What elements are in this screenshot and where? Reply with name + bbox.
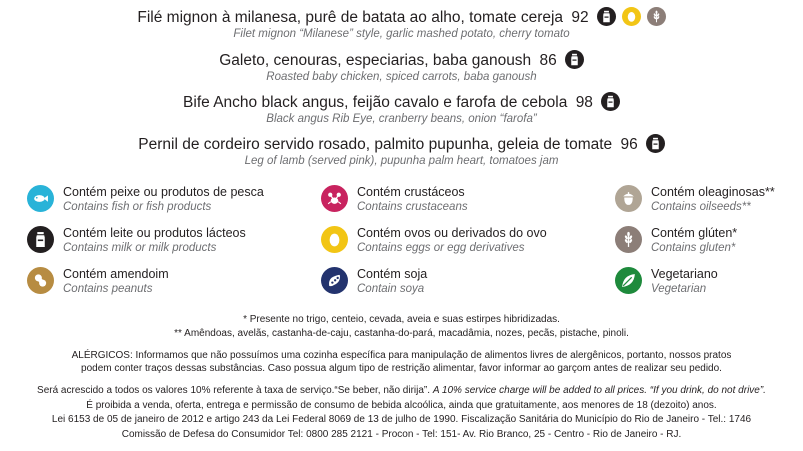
legal-line2: Lei 6153 de 05 de janeiro de 2012 e artigo 243 da Lei Federal 8069 de 13 de julho de 1990. Fiscalização Sanitária do Município do Rio de Janeiro - Tel.: 1746	[51, 414, 752, 425]
legend-label: Contém ovos ou derivados do ovo	[357, 226, 547, 240]
vegetarian-icon	[615, 267, 642, 294]
legend-crustacean	[321, 185, 468, 215]
crustacean-icon	[321, 185, 348, 212]
dish-price: 86	[539, 52, 557, 69]
legend-translation: Contains crustaceans	[357, 201, 468, 213]
legend-label: Contém glúten*	[651, 226, 738, 240]
gluten-footnote: * Presente no trigo, centeio, cevada, aveia e suas estirpes hibridizadas.	[243, 314, 560, 325]
menu-item	[0, 135, 803, 168]
menu-item	[0, 93, 803, 126]
service-en: A 10% service charge will be added to all prices.	[432, 385, 648, 396]
egg-icon	[622, 7, 641, 26]
allergens-notice-line2: podem conter traços dessas substâncias. Caso possua algum tipo de restrição alimentar, favor informar ao garçom antes de realizar seu pedido.	[81, 363, 722, 374]
legal-line3: Comissão de Defesa do Consumidor Tel: 0800 285 2121 - Procon - Tel: 151- Av. Rio Branco, 25 - Centro - Rio de Janeiro - RJ.	[121, 429, 682, 440]
legend-translation: Vegetarian	[651, 283, 707, 295]
dish-price: 98	[575, 94, 593, 111]
legend-egg	[321, 226, 547, 256]
soy-icon	[321, 267, 348, 294]
milk-icon	[27, 226, 54, 253]
gluten-icon	[647, 7, 666, 26]
menu-item	[0, 51, 803, 84]
legend-translation: Contains oilseeds**	[651, 201, 751, 213]
legend-translation: Contains milk or milk products	[63, 242, 217, 254]
service-pt-quote: “Se beber, não dirija”.	[334, 385, 431, 396]
gluten-icon	[615, 226, 642, 253]
dish-name: Galeto, cenouras, especiarias, baba ganoush	[219, 52, 532, 69]
legend-translation: Contains eggs or egg derivatives	[357, 242, 525, 254]
egg-icon	[321, 226, 348, 253]
milk-icon	[597, 7, 616, 26]
dish-translation: Filet mignon “Milanese” style, garlic mashed potato, cherry tomato	[233, 28, 570, 41]
legend-soy	[321, 267, 427, 297]
service-pt: Será acrescido a todos os valores 10% referente à taxa de serviço.	[37, 385, 335, 396]
dish-translation: Leg of lamb (served pink), pupunha palm heart, tomatoes jam	[244, 155, 559, 168]
service-en-quote: “If you drink, do not drive”.	[649, 385, 766, 396]
legend-translation: Contains gluten*	[651, 242, 736, 254]
legend-fish	[27, 185, 264, 215]
menu-item	[0, 8, 803, 41]
legend-milk	[27, 226, 246, 256]
dish-translation: Roasted baby chicken, spiced carrots, baba ganoush	[266, 71, 537, 84]
legend-label: Contém peixe ou produtos de pesca	[63, 185, 264, 199]
legend-label: Contém crustáceos	[357, 185, 465, 199]
dish-price: 96	[620, 136, 638, 153]
dish-name: Pernil de cordeiro servido rosado, palmito pupunha, geleia de tomate	[138, 136, 613, 153]
dish-translation: Black angus Rib Eye, cranberry beans, onion “farofa”	[266, 113, 537, 126]
legend-oilseed	[615, 185, 775, 215]
allergen-badges	[646, 134, 665, 153]
fish-icon	[27, 185, 54, 212]
peanut-icon	[27, 267, 54, 294]
milk-icon	[601, 92, 620, 111]
legend-label: Contém soja	[357, 267, 428, 281]
legal-line1: É proibida a venda, oferta, entrega e permissão de consumo de bebida alcoólica, ainda que gratuitamente, aos menores de 18 (dezoito) anos.	[86, 400, 717, 411]
service-charge-notice	[0, 384, 803, 397]
milk-icon	[565, 50, 584, 69]
allergen-badges	[601, 92, 620, 111]
allergens-notice-line1: ALÉRGICOS: Informamos que não possuímos uma cozinha específica para manipulação de alimentos livres de alergênicos, portanto, nossos pratos	[71, 350, 732, 361]
legend-gluten	[615, 226, 737, 256]
allergen-badges	[565, 50, 584, 69]
legend-vegetarian	[615, 267, 718, 297]
legend-label: Vegetariano	[651, 267, 718, 281]
legend-translation: Contains fish or fish products	[63, 201, 212, 213]
allergen-badges	[597, 7, 666, 26]
legend-peanut	[27, 267, 169, 297]
milk-icon	[646, 134, 665, 153]
legend-translation: Contains peanuts	[63, 283, 153, 295]
legend-label: Contém amendoim	[63, 267, 169, 281]
legend-label: Contém oleaginosas**	[651, 185, 775, 199]
dish-name: Filé mignon à milanesa, purê de batata ao alho, tomate cereja	[137, 9, 564, 26]
oilseed-icon	[615, 185, 642, 212]
dish-price: 92	[571, 9, 589, 26]
legend-translation: Contain soya	[357, 283, 425, 295]
legend-label: Contém leite ou produtos lácteos	[63, 226, 246, 240]
nuts-footnote: ** Amêndoas, avelãs, castanha-de-caju, castanha-do-pará, macadâmia, nozes, pecãs, pistache, pinoli.	[174, 328, 629, 339]
dish-name: Bife Ancho black angus, feijão cavalo e farofa de cebola	[183, 94, 568, 111]
